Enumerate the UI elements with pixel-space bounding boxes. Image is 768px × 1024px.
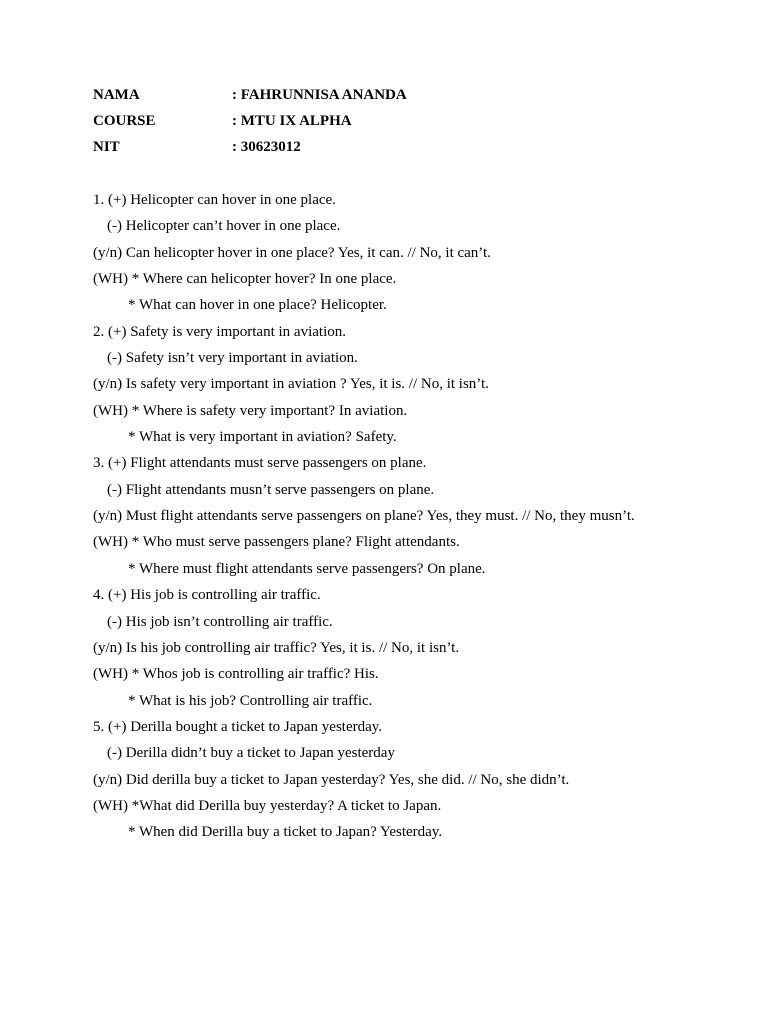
exercise-line: (WH) *What did Derilla buy yesterday? A ticket to Japan.	[93, 797, 442, 814]
exercise-body	[93, 191, 635, 850]
exercise-line: (-) His job isn’t controlling air traffic.	[107, 613, 333, 630]
exercise-line: (WH) * Where can helicopter hover? In one place.	[93, 271, 397, 288]
header-row-nit	[93, 138, 407, 164]
exercise-line: * What can hover in one place? Helicopter.	[128, 297, 387, 314]
exercise-line: * When did Derilla buy a ticket to Japan? Yesterday.	[128, 824, 443, 841]
exercise-line: * What is very important in aviation? Safety.	[128, 429, 397, 446]
exercise-line: (WH) * Whos job is controlling air traffic? His.	[93, 666, 379, 683]
exercise-line: * Where must flight attendants serve passengers? On plane.	[128, 560, 486, 577]
exercise-line: (WH) * Who must serve passengers plane? Flight attendants.	[93, 534, 460, 551]
exercise-line: 2. (+) Safety is very important in aviation.	[93, 323, 346, 340]
header-row-name	[93, 86, 407, 112]
exercise-line: (y/n) Did derilla buy a ticket to Japan yesterday? Yes, she did. // No, she didn’t.	[93, 771, 570, 788]
header-row-course	[93, 112, 407, 138]
name-label: NAMA	[93, 87, 140, 103]
exercise-line: (-) Helicopter can’t hover in one place.	[107, 218, 341, 235]
exercise-line: (-) Safety isn’t very important in aviation.	[107, 350, 358, 367]
exercise-line: (-) Derilla didn’t buy a ticket to Japan yesterday	[107, 745, 395, 762]
exercise-line: * What is his job? Controlling air traffic.	[128, 692, 373, 709]
exercise-line: 5. (+) Derilla bought a ticket to Japan yesterday.	[93, 718, 383, 735]
nit-label: NIT	[93, 139, 120, 155]
course-value: : MTU IX ALPHA	[232, 113, 352, 129]
exercise-line: (y/n) Must flight attendants serve passengers on plane? Yes, they must. // No, they musn’t.	[93, 508, 635, 525]
course-label: COURSE	[93, 113, 156, 129]
exercise-line: (y/n) Is safety very important in aviation ? Yes, it is. // No, it isn’t.	[93, 376, 489, 393]
exercise-line: 3. (+) Flight attendants must serve passengers on plane.	[93, 455, 427, 472]
exercise-line: (y/n) Is his job controlling air traffic? Yes, it is. // No, it isn’t.	[93, 639, 460, 656]
nit-value: : 30623012	[232, 139, 301, 155]
exercise-line: (WH) * Where is safety very important? In aviation.	[93, 402, 408, 419]
student-info-header	[93, 86, 407, 164]
exercise-line: 4. (+) His job is controlling air traffic.	[93, 587, 321, 604]
name-value: : FAHRUNNISA ANANDA	[232, 87, 407, 103]
exercise-line: (y/n) Can helicopter hover in one place? Yes, it can. // No, it can’t.	[93, 244, 491, 261]
exercise-line: 1. (+) Helicopter can hover in one place.	[93, 192, 336, 208]
exercise-line: (-) Flight attendants musn’t serve passengers on plane.	[107, 481, 435, 498]
